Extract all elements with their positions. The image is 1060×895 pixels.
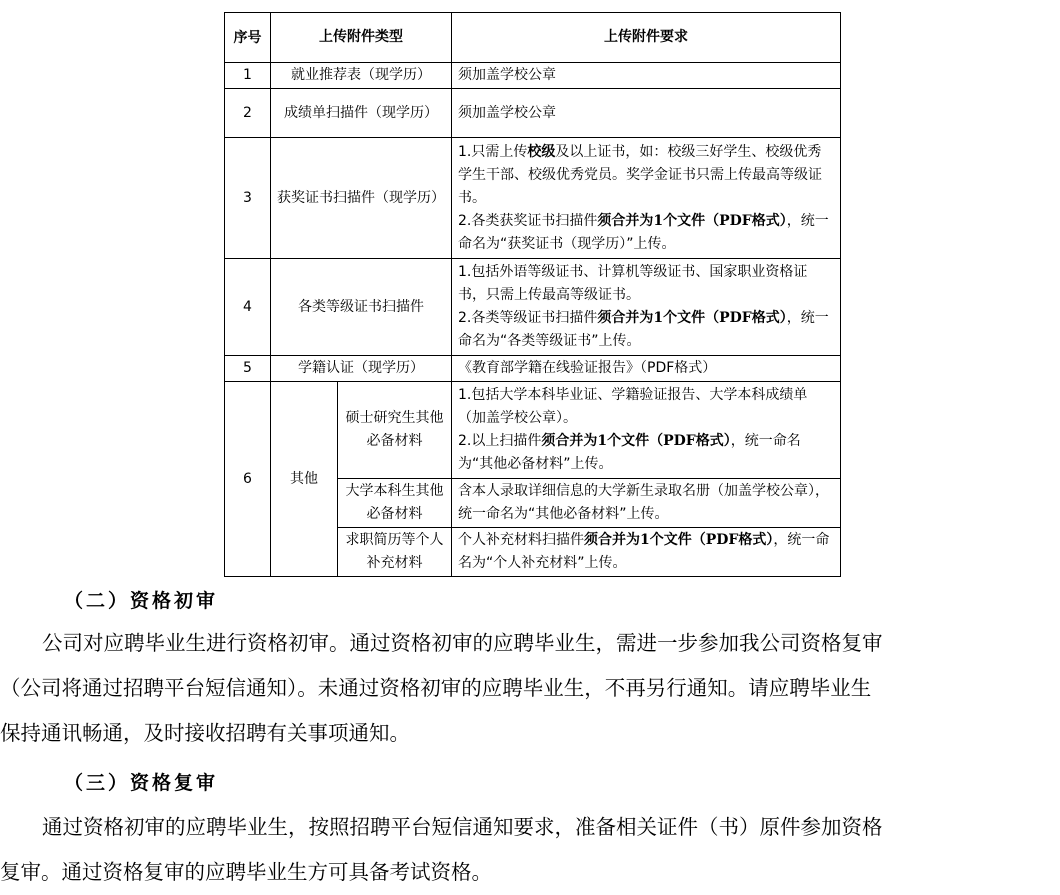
table-row bbox=[225, 138, 841, 259]
row-subtype: 硕士研究生其他必备材料 bbox=[338, 382, 452, 479]
section-heading-secondary-review: （三）资格复审 bbox=[64, 772, 219, 794]
paragraph-line: 保持通讯畅通，及时接收招聘有关事项通知。 bbox=[0, 721, 410, 745]
row-num: 6 bbox=[225, 382, 271, 577]
row-type: 获奖证书扫描件（现学历） bbox=[271, 138, 452, 259]
row-num: 1 bbox=[225, 63, 271, 89]
row-req: 须加盖学校公章 bbox=[452, 63, 841, 89]
req-line-1: 1.只需上传校级及以上证书，如：校级三好学生、校级优秀学生干部、校级优秀党员。奖学金证书只需上传最高等级证书。 bbox=[458, 143, 822, 206]
row-subtype: 求职简历等个人补充材料 bbox=[338, 528, 452, 577]
row-req: 个人补充材料扫描件须合并为1个文件（PDF格式），统一命名为“个人补充材料”上传。 bbox=[452, 528, 841, 577]
row-req bbox=[452, 382, 841, 479]
header-req: 上传附件要求 bbox=[452, 13, 841, 63]
row-subtype: 大学本科生其他必备材料 bbox=[338, 479, 452, 528]
table-row bbox=[225, 89, 841, 138]
table-row bbox=[225, 356, 841, 382]
paragraph-line: 公司对应聘毕业生进行资格初审。通过资格初审的应聘毕业生，需进一步参加我公司资格复审 bbox=[42, 631, 883, 655]
row-type: 其他 bbox=[271, 382, 338, 577]
req-line-2: 2.各类获奖证书扫描件须合并为1个文件（PDF格式），统一命名为“获奖证书（现学历）”上传。 bbox=[458, 212, 829, 252]
paragraph-line: 复审。通过资格复审的应聘毕业生方可具备考试资格。 bbox=[0, 860, 492, 884]
preliminary-review-paragraph bbox=[0, 621, 1060, 756]
header-num: 序号 bbox=[225, 13, 271, 63]
row-num: 4 bbox=[225, 259, 271, 356]
row-req bbox=[452, 259, 841, 356]
row-type: 就业推荐表（现学历） bbox=[271, 63, 452, 89]
attachment-requirements-table bbox=[224, 12, 841, 577]
req-line-1: 1.包括大学本科毕业证、学籍验证报告、大学本科成绩单（加盖学校公章）。 bbox=[458, 387, 808, 426]
req-line-1: 1.包括外语等级证书、计算机等级证书、国家职业资格证书，只需上传最高等级证书。 bbox=[458, 264, 808, 303]
row-type: 各类等级证书扫描件 bbox=[271, 259, 452, 356]
table-row bbox=[225, 259, 841, 356]
paragraph-line: 通过资格初审的应聘毕业生，按照招聘平台短信通知要求，准备相关证件（书）原件参加资格 bbox=[42, 815, 883, 839]
row-req: 《教育部学籍在线验证报告》（PDF格式） bbox=[452, 356, 841, 382]
table-header-row bbox=[225, 13, 841, 63]
row-req: 须加盖学校公章 bbox=[452, 89, 841, 138]
req-line-2: 2.各类等级证书扫描件须合并为1个文件（PDF格式），统一命名为“各类等级证书”上传。 bbox=[458, 310, 829, 349]
table-row bbox=[225, 382, 841, 479]
paragraph-line: （公司将通过招聘平台短信通知）。未通过资格初审的应聘毕业生，不再另行通知。请应聘毕业生 bbox=[0, 676, 872, 700]
row-req: 含本人录取详细信息的大学新生录取名册（加盖学校公章），统一命名为“其他必备材料”上传。 bbox=[452, 479, 841, 528]
row-num: 5 bbox=[225, 356, 271, 382]
row-type: 成绩单扫描件（现学历） bbox=[271, 89, 452, 138]
row-num: 2 bbox=[225, 89, 271, 138]
row-req bbox=[452, 138, 841, 259]
table-row bbox=[225, 63, 841, 89]
secondary-review-paragraph bbox=[0, 805, 1060, 895]
row-num: 3 bbox=[225, 138, 271, 259]
req-line-2: 2.以上扫描件须合并为1个文件（PDF格式），统一命名为“其他必备材料”上传。 bbox=[458, 433, 801, 472]
row-type: 学籍认证（现学历） bbox=[271, 356, 452, 382]
header-type: 上传附件类型 bbox=[271, 13, 452, 63]
section-heading-preliminary-review: （二）资格初审 bbox=[64, 590, 219, 612]
